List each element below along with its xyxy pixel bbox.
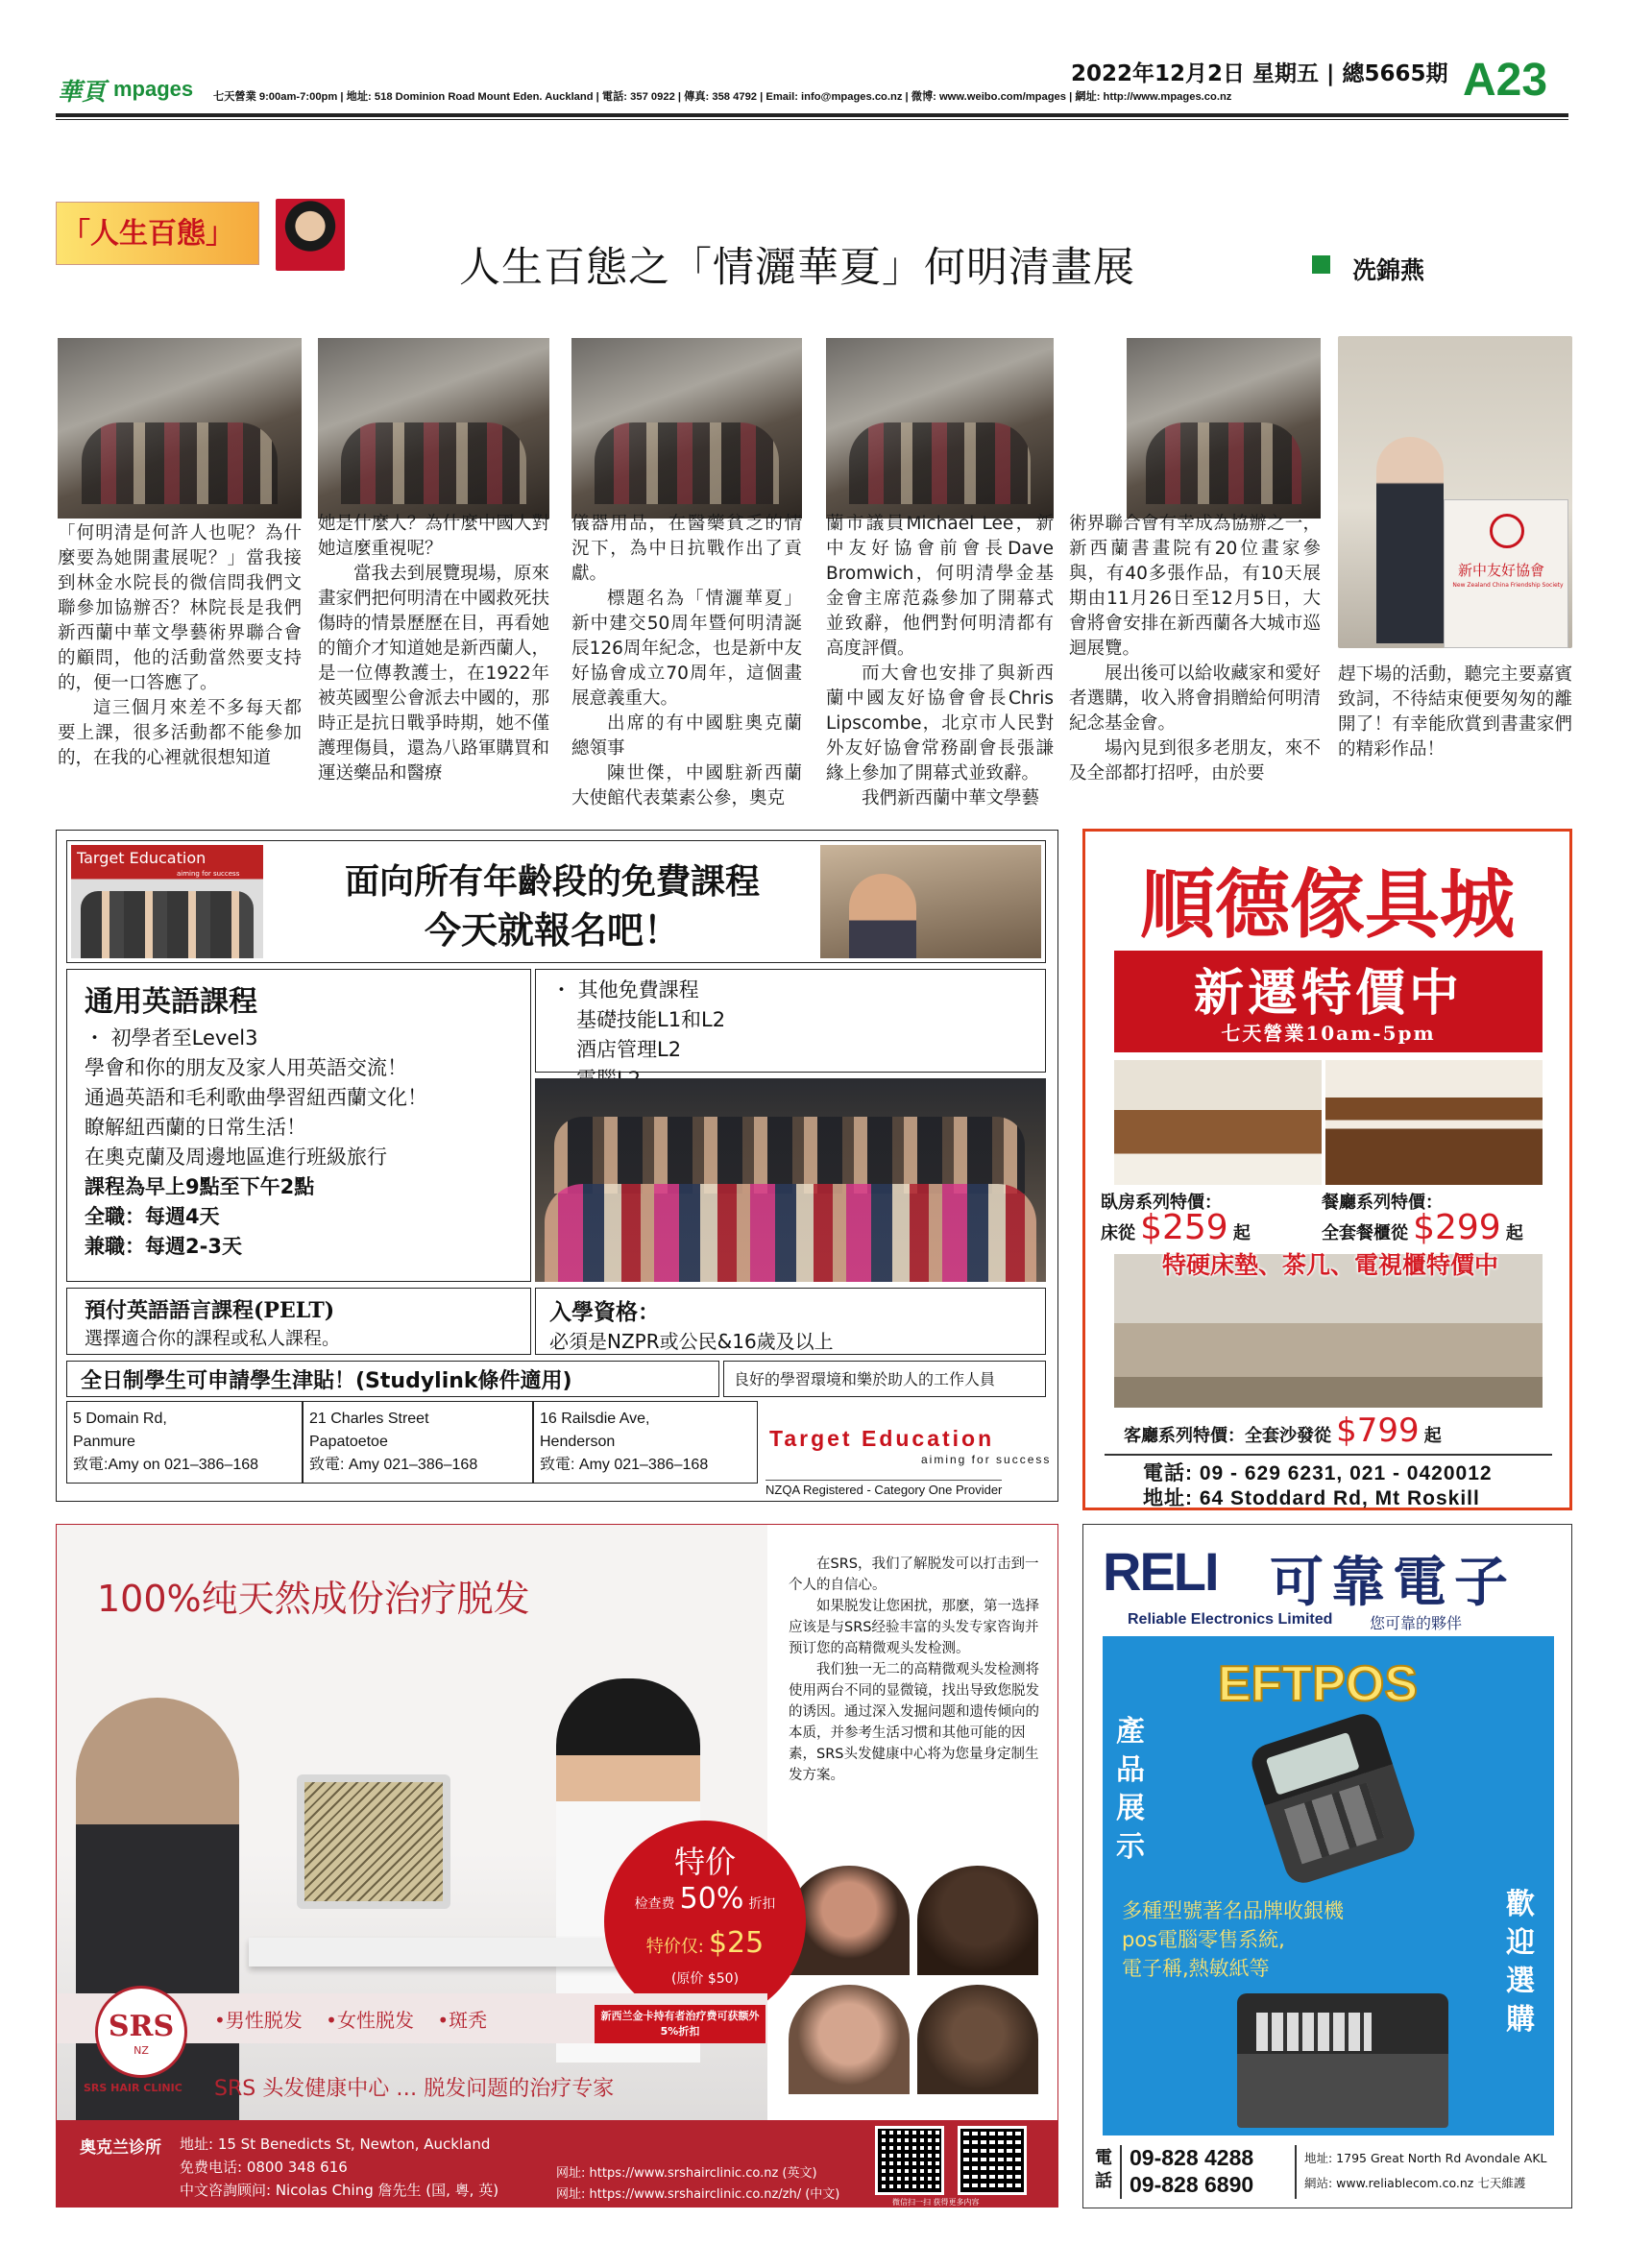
author-name: 冼錦燕 [1352,256,1425,284]
course-line: 通過英語和毛利歌曲學習紐西蘭文化！ [85,1086,427,1109]
location-divider [532,1402,534,1483]
group-row-back [554,1117,1025,1194]
gold-card-text: 新西兰金卡持有者治疗费可获额外5%折扣 [600,2010,760,2038]
header-rule [56,113,1568,117]
srs-tagline: SRS 头发健康中心 … 脱发问题的治疗专家 [214,2077,615,2101]
hours: 七天營業10am-5pm [1221,1022,1436,1045]
hair-before-1 [789,1866,910,1975]
location-line: Papatoetoe [309,1434,388,1450]
other-item: 基礎技能L1和L2 [576,1008,726,1031]
dining-label: 餐廳系列特價： [1322,1193,1443,1213]
clinic-consult: 中文咨詢顾问: Nicolas Ching 詹先生 (国, 粵, 英) [180,2182,499,2199]
pelt-title: 預付英語語言課程(PELT) [85,1298,335,1323]
article-photo-4 [826,338,1054,519]
other-item: 酒店管理L2 [576,1038,682,1061]
lounge-unit: 起 [1423,1426,1442,1446]
lounge-price-row [1124,1411,1442,1450]
entry-text: 必須是NZPR或公民&16歲及以上 [549,1330,834,1353]
article-photo-3 [571,338,802,519]
brand-sub: aiming for success [921,1453,1052,1466]
promo-orig: (原价 $50) [670,1971,740,1987]
course-title: 通用英語課程 [85,985,257,1019]
microscope-screen [297,1774,450,1909]
promo-badge [604,1821,806,2022]
cash-register-icon [1237,1993,1448,2128]
class-group-photo [535,1078,1046,1282]
reli-phone-2: 09-828 6890 [1130,2172,1254,2197]
headline-2: 今天就報名吧！ [424,909,680,952]
gold-card-box [595,2005,765,2043]
location-line: Panmure [73,1434,135,1450]
hair-photos [789,1866,1040,2096]
article-photo-2 [318,338,549,519]
paragraph: 而大會也安排了與新西蘭中國友好協會會長Chris Lipscombe，北京市人民對外友好協會常務副會長張謙緣上參加了開幕式並致辭。 [826,664,1054,784]
location-contact: 致電:Amy on 021–386–168 [73,1457,259,1473]
web-en: 网址: https://www.srshairclinic.co.nz (英文) [556,2166,817,2181]
reli-address: 地址: 1795 Great North Rd Avondale AKL [1304,2151,1547,2165]
promo-price-row [604,1926,806,1960]
terminal-screen [1266,1732,1360,1796]
paragraph: 當我去到展覽現場，原來畫家們把何明清在中國救死扶傷時的情景歷歷在目，再看她的簡介才知道她是新西蘭人，是一位傳教護士，在1922年被英國聖公會派去中國的，那時正是抗日戰爭時期，她不僅護理傷員，還為八路軍購買和運送藥品和醫療 [318,564,549,784]
full-time: 全職：每週4天 [85,1205,220,1228]
author-square-icon [1312,255,1330,274]
banner-text: 新遷特價中 [1193,964,1463,1023]
banner [1114,951,1543,1052]
promo-title: 特价 [673,1844,736,1880]
location-contact: 致電: Amy 021–386–168 [540,1457,709,1473]
subsidy-text: 全日制學生可申請學生津貼！(Studylink條件適用) [81,1369,572,1393]
location-papatoetoe [309,1408,530,1477]
hair-after-2 [917,1985,1038,2094]
paragraph: 展出後可以給收藏家和愛好者選購，收入將會捐贈給何明清紀念基金會。 [1069,664,1321,734]
group-row-front [545,1184,1036,1282]
srs-paragraph: 如果脱发让您困扰，那麽，第一选择应该是与SRS经验丰富的头发专家咨询并预订您的高精微观头发检测。 [789,1599,1039,1656]
column-tag-text: 「人生百態」 [61,217,234,251]
author-photo [276,199,345,271]
lectern [1444,499,1568,648]
reli-phone-1: 09-828 4288 [1130,2145,1254,2170]
location-line: 5 Domain Rd, [73,1411,167,1427]
bedroom-label: 臥房系列特價： [1101,1193,1222,1213]
desc-1: 多種型號著名品牌收銀機 [1122,1899,1344,1922]
store-name: 順德傢具城 [1139,861,1515,949]
location-line: 21 Charles Street [309,1411,429,1427]
dining-unit: 起 [1505,1223,1523,1243]
locations-box [66,1401,758,1484]
article-photo-1 [58,338,302,519]
reli-divider [1120,2145,1122,2199]
dining-price: $299 [1413,1208,1501,1247]
paragraph: 標題名為「情灑華夏」新中建交50周年暨何明清誕辰126周年紀念，也是新中友好協會成立70周年，這個畫展意義重大。 [571,589,802,709]
course-line: ・ 初學者至Level3 [85,1026,258,1050]
article-col-3 [571,512,802,811]
lounge-price: $799 [1336,1411,1420,1450]
course-line: 學會和你的朋友及家人用英語交流！ [85,1056,407,1079]
hair-type: •女性脱发 [326,2009,414,2032]
srs-headline: 100%纯天然成份治疗脱发 [97,1578,530,1620]
nzqa-text: NZQA Registered - Category One Provider [765,1480,1002,1497]
plaque-text-en: New Zealand China Friendship Society [1452,582,1564,589]
paragraph: 出席的有中國駐奧克蘭總領事 [571,713,802,759]
hair-before-2 [789,1985,910,2094]
dining-price-row [1322,1208,1523,1247]
header-rule-thin [56,119,1568,120]
web-cn: 网址: https://www.srshairclinic.co.nz/zh/ (中文) [556,2187,840,2202]
reli-divider-2 [1295,2145,1297,2199]
desc-2: pos電腦零售系統, [1122,1928,1285,1951]
paragraph: 儀器用品，在醫藥貧乏的情況下，為中日抗戰作出了貢獻。 [571,514,802,584]
special-text: 特硬床墊、茶几、電視櫃特價中 [1161,1251,1498,1279]
srs-logo-sub: NZ [134,2044,149,2057]
brand-name: Target Education [769,1426,995,1451]
eftpos-label: EFTPOS [1218,1656,1419,1712]
hair-after-1 [917,1866,1038,1975]
vertical-text-1: 產品展示 [1116,1715,1145,1864]
environment-box [723,1361,1046,1397]
location-divider [302,1402,304,1483]
srs-paragraphs [789,1554,1040,1786]
bedroom-price: $259 [1140,1208,1228,1247]
reli-phone-label: 電話 [1095,2148,1112,2191]
location-panmure [73,1408,300,1477]
terminal-keys [1284,1783,1384,1865]
article-photo-6 [1338,336,1572,648]
other-courses-box [535,969,1046,1073]
clinic-phone: 免费电话: 0800 348 616 [180,2159,348,2176]
reli-website: 網站: www.reliablecom.co.nz 七天維護 [1304,2176,1526,2190]
environment-text: 良好的學習環境和樂於助人的工作人員 [734,1370,996,1388]
paragraph: 蘭市議員Michael Lee，新中友好協會前會長Dave Bromwich，何明清學金基金會主席范淼參加了開幕式並致辭，他們對何明清都有高度評價。 [826,514,1054,659]
article-col-1 [58,521,302,771]
promo-price-label: 特价仅: [645,1937,704,1957]
speaker [1376,437,1444,643]
pelt-text: 選擇適合你的課程或私人課程。 [85,1328,341,1349]
hair-types [214,2005,487,2033]
location-contact: 致電: Amy 021–386–168 [309,1457,478,1473]
furniture-address: 地址: 64 Stoddard Rd, Mt Roskill [1143,1487,1480,1509]
logo-en: mpages [113,77,194,101]
paragraph: 這三個月來差不多每天都要上課，很多活動都不能參加的，在我的心裡就很想知道 [58,698,302,768]
srs-logo-text: SRS [108,2010,175,2043]
furniture-divider [1105,1454,1552,1456]
student-face [849,874,916,958]
location-henderson [540,1408,757,1477]
paragraph: 場內見到很多老朋友，來不及全部都打招呼，由於要 [1069,738,1321,784]
course-line: 在奧克蘭及周邊地區進行班級旅行 [85,1146,387,1169]
masthead-logo [58,73,211,106]
clinic-address: 地址: 15 St Benedicts St, Newton, Auckland [180,2135,491,2153]
plaque-text: 新中友好協會 [1458,562,1545,579]
reli-brand: RELI [1103,1541,1218,1602]
qr-code-icon[interactable] [958,2126,1027,2195]
promo-off: 折扣 [748,1896,776,1912]
srs-paragraph: 在SRS，我们了解脱发可以打击到一个人的自信心。 [789,1556,1039,1593]
eftpos-terminal-icon [1247,1709,1420,1888]
paragraph: 她是什麼人？為什麼中國人對她這麼重視呢？ [318,514,549,559]
article-title: 人生百態之「情灑華夏」何明清畫展 [459,244,1135,292]
pelt-box [66,1288,531,1355]
course-line: 瞭解紐西蘭的日常生活！ [85,1116,306,1139]
srs-ad [56,1524,1058,2208]
entry-box [535,1288,1046,1355]
promo-line: 检查费 [634,1896,675,1912]
hair-type: •男性脱发 [214,2009,303,2032]
reli-blue-panel [1103,1636,1554,2135]
subsidy-box [66,1361,719,1397]
srs-paragraph: 我们独一无二的高精微观头发检测将使用两台不同的显微镜，找出导致您脱发的诱因。通过深入发掘问题和遗传倾向的本质，并参考生活习惯和其他可能的因素，SRS头发健康中心将为您量身定制生发方案。 [789,1662,1039,1783]
hair-type: •斑秃 [437,2009,488,2032]
logo-cn: 華頁 [58,78,107,106]
dining-photo [1325,1060,1543,1185]
part-time: 兼職：每週2-3天 [85,1235,242,1258]
issue-date: 2022年12月2日 星期五 | 總5665期 [1071,61,1448,86]
srs-footer [57,2120,1058,2208]
srs-logo [95,1986,187,2078]
entry-title: 入學資格： [549,1300,660,1325]
qr-code-icon[interactable] [875,2126,944,2195]
desc-3: 電子稱,熱敏紙等 [1122,1957,1270,1980]
course-hours: 課程為早上9點至下午2點 [85,1175,315,1198]
staff-figures [81,891,254,958]
other-title: ・ 其他免費課程 [551,978,699,1001]
furniture-ad [1082,829,1572,1510]
logo-image-sub: aiming for success [177,870,240,878]
promo-price: $25 [708,1926,765,1960]
paragraph: 術界聯合會有幸成為協辦之一，新西蘭書畫院有20位畫家參與，有40多張作品，有10天展期由11月26日至12月5日，大會將會安排在新西蘭各大城市巡迴展覽。 [1069,514,1321,659]
reli-brand-cn: 可靠電子 [1270,1552,1516,1614]
bedroom-price-row [1101,1208,1251,1247]
bedroom-photo [1114,1060,1322,1185]
bedroom-unit: 起 [1232,1223,1251,1243]
article-photo-5 [1127,338,1321,519]
clinic-en: SRS HAIR CLINIC [84,2082,182,2094]
student-photo [820,845,1041,958]
general-english-box [66,969,531,1282]
register-keys [1256,2013,1372,2051]
vertical-text-2: 歡迎選購 [1506,1888,1535,2037]
target-education-ad [56,830,1058,1502]
article-col-2 [318,512,549,786]
page-number: A23 [1463,55,1548,106]
reli-ad [1082,1524,1572,2208]
location-line: 16 Railsdie Ave, [540,1411,650,1427]
clinic-label: 奥克兰诊所 [80,2138,161,2158]
paragraph: 「何明清是何許人也呢？為什麼要為她開畫展呢？」當我接到林金水院長的微信問我們文聯參加協辦否？林院長是我們新西蘭中華文學藝術界聯合會的顧問，他的活動當然要支持的，便一口答應了。 [58,523,302,693]
headline-box [66,840,1046,963]
furniture-phone: 電話: 09 - 629 6231, 021 - 0420012 [1143,1462,1493,1484]
paragraph: 陳世傑，中國駐新西蘭大使館代表葉素公參，奧克 [571,763,802,808]
header-info: 七天營業 9:00am-7:00pm | 地址: 518 Dominion Road Mount Eden. Auckland | 電話: 357 0922 | 傳真: 358 4792 | Email: info@mpages.co.nz | 微博: www.weibo.com/mpages | 網址: http://www.mpages.co.nz [213,91,1232,103]
reli-slogan: 您可靠的夥伴 [1370,1614,1463,1632]
bedroom-from: 床從 [1101,1223,1135,1243]
classroom-photo [71,845,263,958]
article-col-6 [1338,663,1572,762]
article-col-5 [1069,512,1321,786]
dining-from: 全套餐櫃從 [1322,1223,1408,1243]
paragraph: 趕下場的活動，聽完主要嘉賓致詞，不待結束便要匆匆的離開了！有幸能欣賞到書畫家們的精彩作品！ [1338,664,1572,760]
lounge-label: 客廳系列特價：全套沙發從 [1124,1426,1331,1446]
promo-row [604,1882,806,1916]
article-col-4 [826,512,1054,811]
promo-percent: 50% [679,1882,744,1916]
logo-image-text: Target Education [77,849,207,867]
paragraph: 我們新西蘭中華文學藝 [862,788,1040,808]
headline-1: 面向所有年齡段的免費課程 [344,862,760,902]
qr-caption: 微信扫一扫 获得更多内容 [892,2198,980,2207]
society-emblem-icon [1490,514,1524,548]
location-line: Henderson [540,1434,616,1450]
reli-company: Reliable Electronics Limited [1128,1611,1333,1628]
